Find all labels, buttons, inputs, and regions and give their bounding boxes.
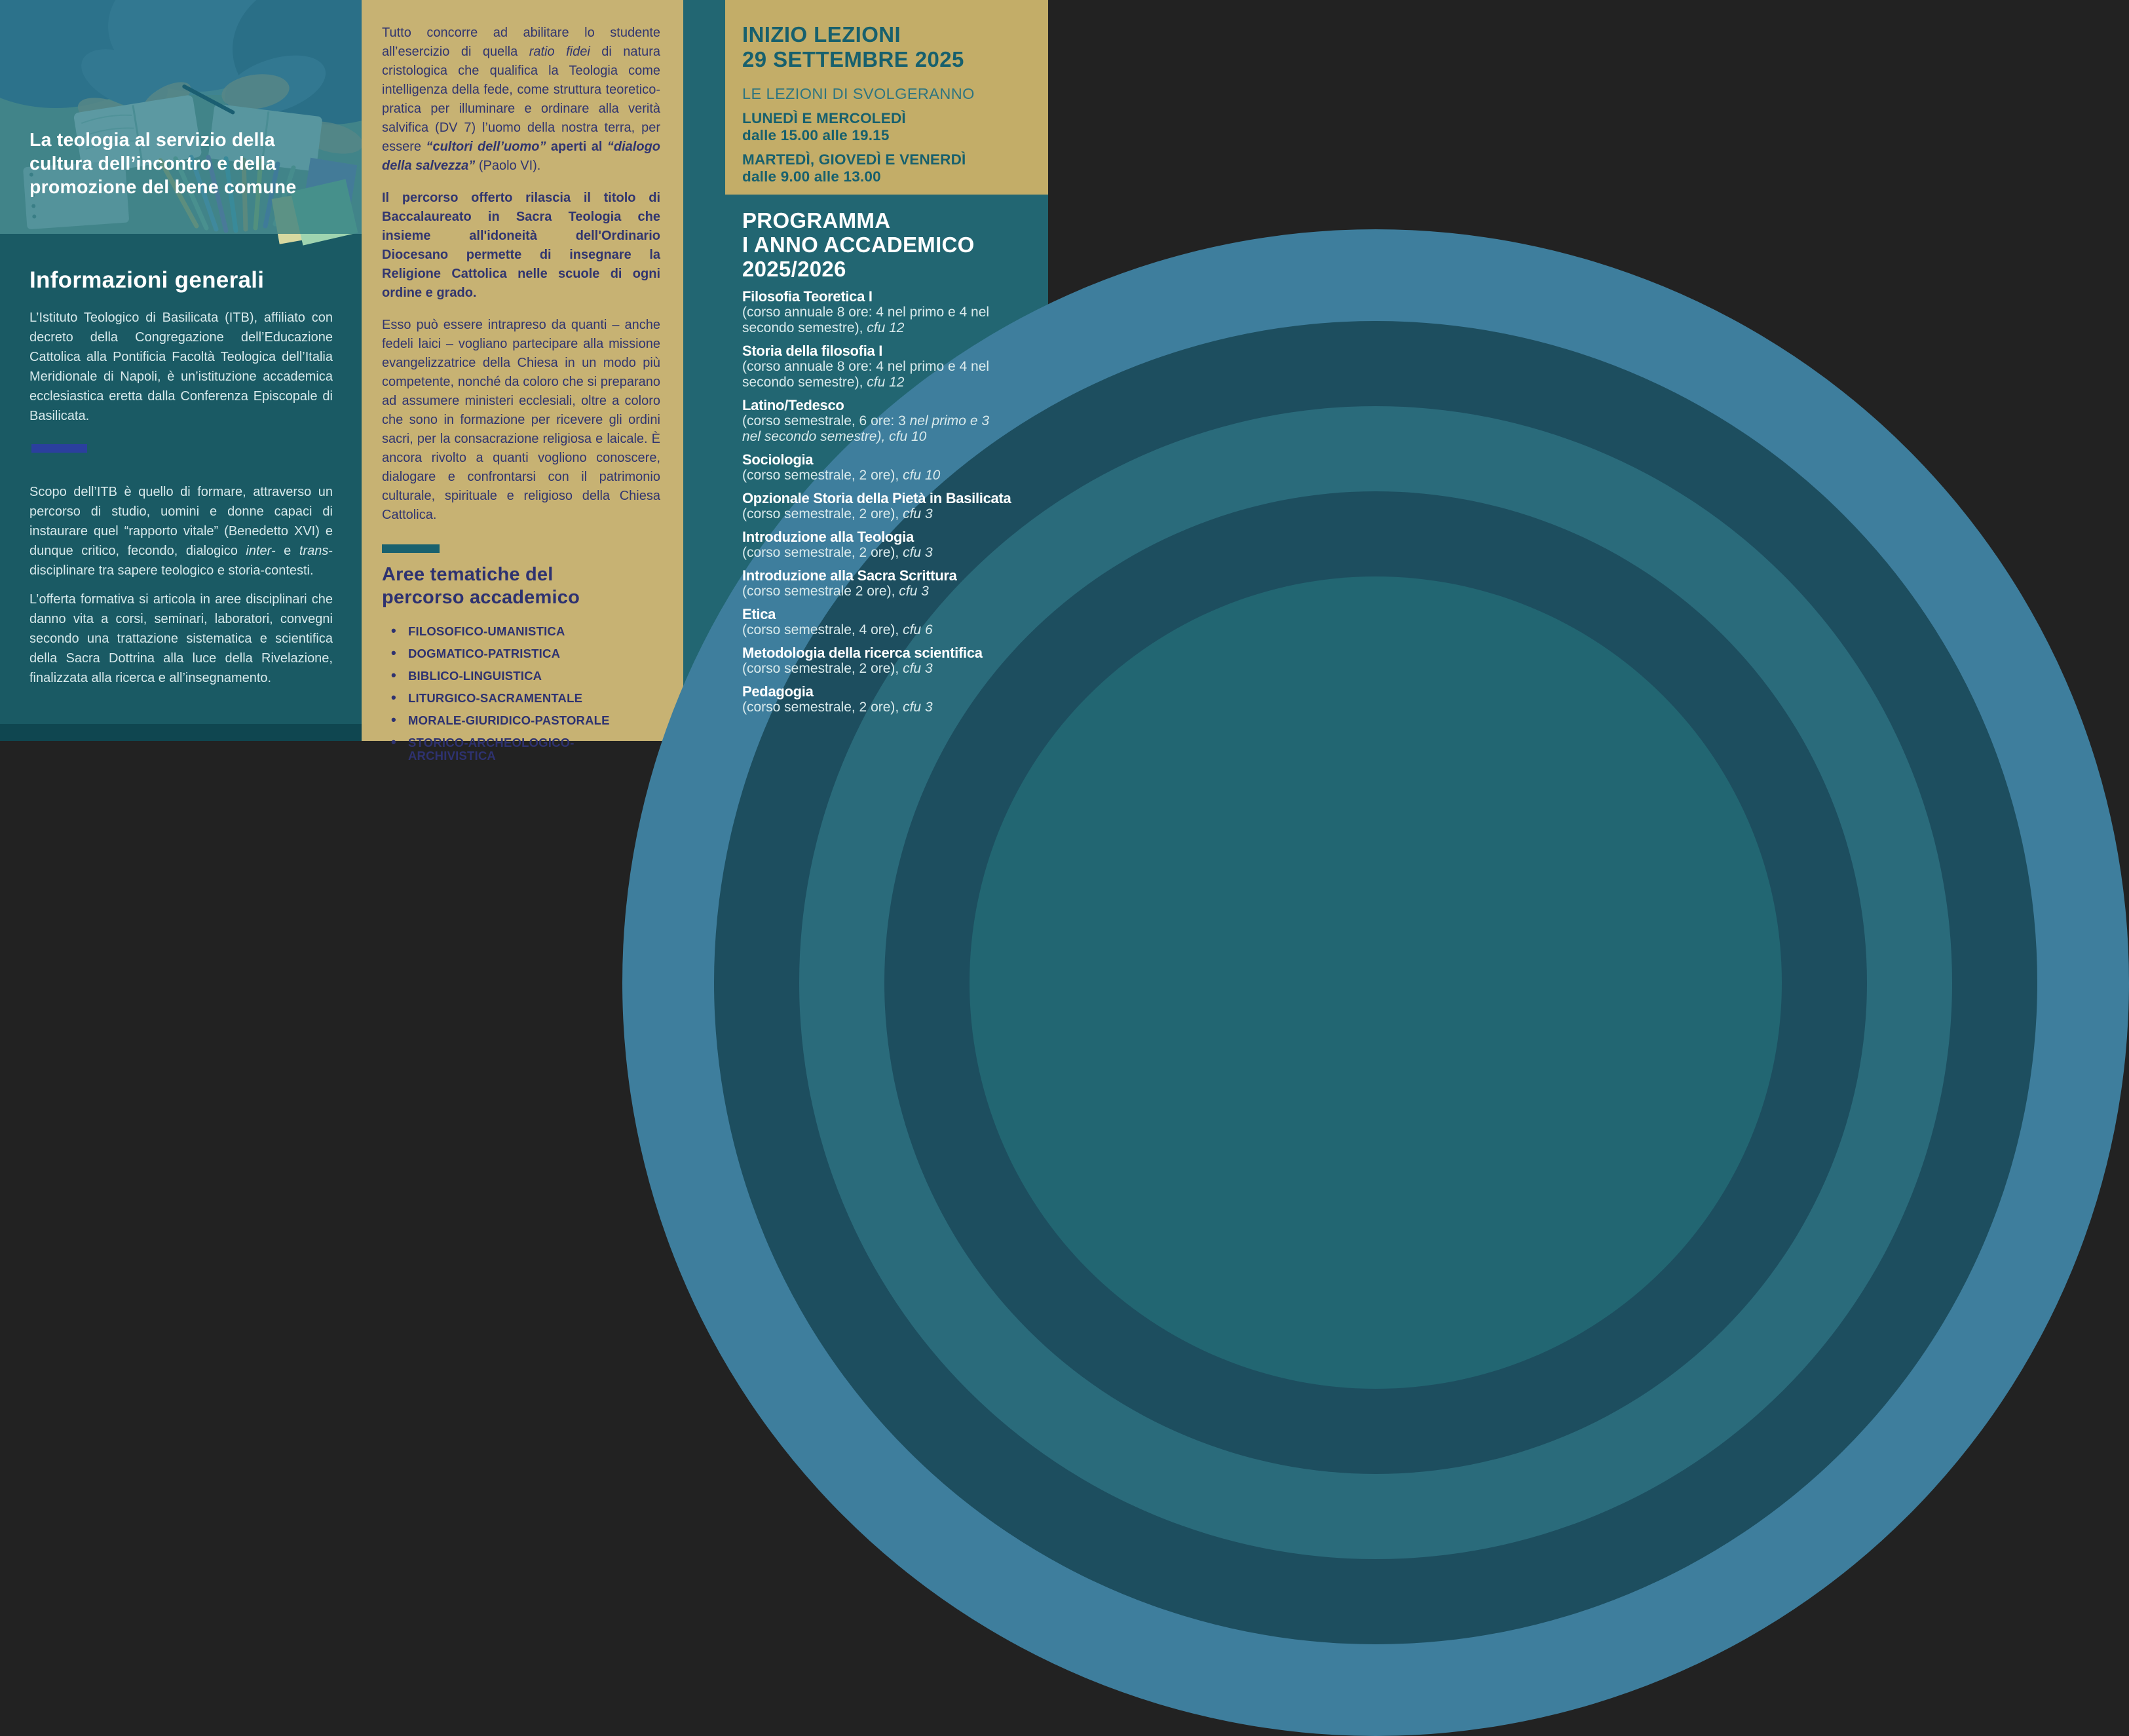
course-detail: (corso annuale 8 ore: 4 nel primo e 4 nel secondo semestre), cfu 12 [742,305,990,335]
course-item [742,490,1045,522]
schedule-days: MARTEDÌ, GIOVEDÌ E VENERDÌ [742,151,966,168]
course-list [742,288,1045,722]
schedule-row [742,151,1037,185]
course-name: Latino/Tedesco [742,397,844,413]
teal-divider [382,544,440,553]
hero-title-line: La teologia al servizio della [29,130,275,151]
schedule-block [742,110,1037,193]
course-name: Etica [742,606,776,622]
brochure [0,0,1048,763]
course-item [742,683,1045,715]
start-title-line: 29 SETTEMBRE 2025 [742,47,964,71]
program-title-line: PROGRAMMA [742,208,891,233]
center-body [382,24,660,772]
areas-heading-line: percorso accademico [382,587,580,608]
course-item [742,645,1045,677]
course-detail: (corso semestrale, 2 ore), cfu 3 [742,661,933,676]
mission-paragraph: Tutto concorre ad abilitare lo studente all’esercizio di quella ratio fidei di natura cristologica che qualifica la Teologia come intelligenza della fede, come struttura teoretico-pratica per illuminare e ordinare alla verità salvifica (DV 7) l’uomo della nostra terra, per essere “cultori dell’uomo” aperti al “dialogo della salvezza” (Paolo VI). [382,26,661,173]
course-item [742,567,1045,599]
hero-title-line: promozione del bene comune [29,177,297,198]
blue-divider [31,444,87,453]
course-name: Sociologia [742,451,814,468]
area-item: • BIBLICO-LINGUISTICA [391,670,660,683]
areas-heading-line: Aree tematiche del [382,564,554,585]
course-name: Filosofia Teoretica I [742,288,873,305]
course-detail: (corso semestrale, 4 ore), cfu 6 [742,622,933,637]
course-detail: (corso semestrale, 2 ore), cfu 3 [742,700,933,715]
course-detail: (corso semestrale, 2 ore), cfu 3 [742,545,933,560]
right-panel [683,0,1048,741]
course-name: Storia della filosofia I [742,343,883,359]
start-title-line: INIZIO LEZIONI [742,22,901,47]
audience-paragraph: Esso può essere intrapreso da quanti – anche fedeli laici – vogliano partecipare alla missione evangelizzatrice della Chiesa in un modo più competente, nonché da coloro che si preparano ad assumere ministeri ecclesiali, oltre a coloro che sono in formazione per ricevere gli ordini sacri, per la consacrazione religiosa e laicale. È ancora rivolto a quanti vogliono conoscere, dialogare e confrontarsi con il patrimonio culturale, spirituale e religioso della Chiesa Cattolica. [382,318,660,522]
course-detail: (corso semestrale, 2 ore), cfu 10 [742,468,941,483]
hero-title-line: cultura dell’incontro e della [29,153,276,174]
course-item [742,397,1045,445]
area-item: • FILOSOFICO-UMANISTICA [391,625,660,638]
schedule-row [742,110,1037,143]
course-item [742,606,1045,638]
course-name: Introduzione alla Teologia [742,529,914,545]
area-item: • LITURGICO-SACRAMENTALE [391,692,660,705]
course-name: Opzionale Storia della Pietà in Basilicata [742,490,1011,506]
course-detail: (corso semestrale, 6 ore: 3 nel primo e 3 nel secondo semestre), cfu 10 [742,413,990,444]
program-title [742,208,975,281]
course-detail: (corso semestrale 2 ore), cfu 3 [742,584,929,599]
course-name: Pedagogia [742,683,814,700]
left-panel [0,0,362,741]
course-item [742,288,1045,336]
area-item: • MORALE-GIURIDICO-PASTORALE [391,714,660,727]
hero-title [29,128,344,199]
course-name: Metodologia della ricerca scientifica [742,645,983,661]
center-panel [362,0,683,763]
schedule-hours: dalle 15.00 alle 19.15 [742,126,890,143]
schedule-hours: dalle 9.00 alle 13.00 [742,168,881,185]
area-item: • DOGMATICO-PATRISTICA [391,647,660,660]
areas-heading [382,563,660,609]
schedule-days: LUNEDÌ E MERCOLEDÌ [742,110,906,126]
schedule-intro: LE LEZIONI DI SVOLGERANNO [742,85,975,102]
info-heading: Informazioni generali [29,267,265,293]
wave-band-base [970,576,1782,1389]
course-name: Introduzione alla Sacra Scrittura [742,567,957,584]
areas-list [382,625,660,763]
left-body [29,267,333,688]
bottom-accent-strip [0,724,362,741]
program-title-line: 2025/2026 [742,257,846,281]
info-paragraph-1: L’Istituto Teologico di Basilicata (ITB), affiliato con decreto della Congregazione dell’Educazione Cattolica alla Pontificia Facoltà Teologica dell’Italia Meridionale di Napoli, è un’istituzione accademica ecclesiastica eretta dalla Conferenza Episcopale di Basilicata. [29,311,333,423]
start-info-box [725,0,1048,195]
info-paragraph-3: L’offerta formativa si articola in aree disciplinari che danno vita a corsi, seminari, laboratori, convegni secondo una trattazione sistematica e scientifica della Sacra Dottrina alla luce della Rivelazione, finalizzata alla ricerca e all’insegnamento. [29,592,333,685]
course-item [742,343,1045,390]
course-detail: (corso semestrale, 2 ore), cfu 3 [742,506,933,521]
degree-paragraph: Il percorso offerto rilascia il titolo di Baccalaureato in Sacra Teologia che insieme all'idoneità dell'Ordinario Diocesano permette di insegnare la Religione Cattolica nelle scuole di ogni ordine e grado. [382,191,660,300]
program-title-line: I ANNO ACCADEMICO [742,233,975,257]
start-title [742,22,964,72]
info-paragraph-2: Scopo dell’ITB è quello di formare, attraverso un percorso di studio, uomini e donne capaci di instaurare quel “rapporto vitale” (Benedetto XVI) e dunque critico, fecondo, dialogico inter- e trans-disciplinare tra sapere teologico e storia-contesti. [29,485,333,578]
course-detail: (corso annuale 8 ore: 4 nel primo e 4 nel secondo semestre), cfu 12 [742,359,990,390]
course-item [742,529,1045,561]
area-item: • STORICO-ARCHEOLOGICO-ARCHIVISTICA [391,736,660,763]
course-item [742,451,1045,483]
